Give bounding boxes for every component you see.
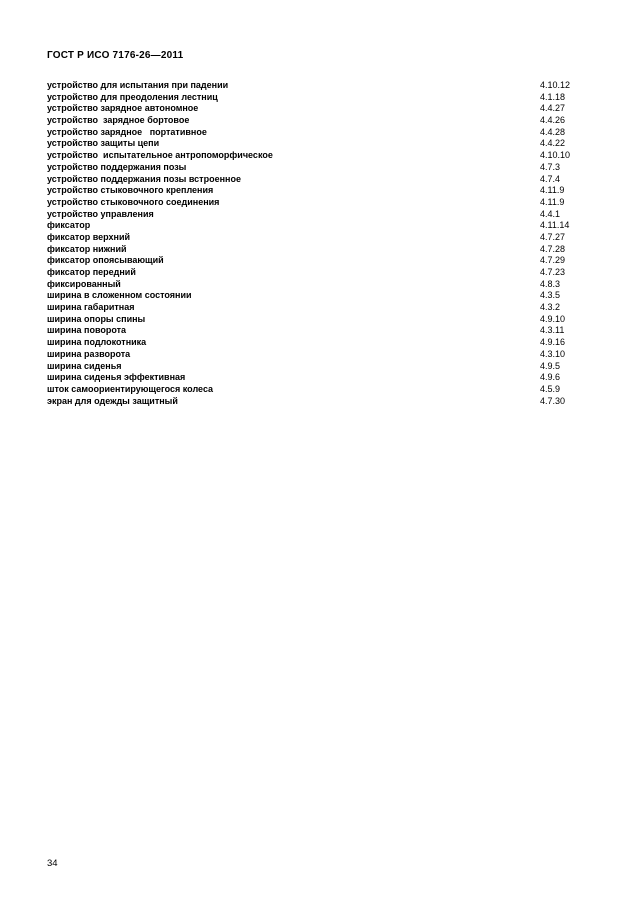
index-reference: 4.8.3 (540, 278, 561, 289)
page-number: 34 (47, 858, 58, 869)
index-reference: 4.4.22 (540, 138, 566, 149)
index-entry (47, 314, 587, 326)
index-entry (47, 162, 587, 174)
index-entry (47, 361, 587, 373)
index-reference: 4.9.16 (540, 337, 566, 348)
index-term: устройство поддержания позы встроенное (47, 173, 241, 184)
index-reference: 4.4.27 (540, 103, 566, 114)
index-entry (47, 302, 587, 314)
index-reference: 4.7.30 (540, 395, 566, 406)
index-term: ширина опоры спины (47, 313, 146, 324)
index-reference: 4.4.28 (540, 126, 566, 137)
index-entry (47, 197, 587, 209)
index-term: устройство для преодоления лестниц (47, 91, 218, 102)
index-reference: 4.7.3 (540, 161, 561, 172)
index-term: фиксатор (47, 220, 91, 231)
index-entry (47, 337, 587, 349)
index-term: экран для одежды защитный (47, 395, 178, 406)
index-term: устройство поддержания позы (47, 161, 187, 172)
index-entry (47, 396, 587, 408)
index-entry (47, 372, 587, 384)
index-term: устройство зарядное автономное (47, 103, 199, 114)
index-entry (47, 80, 587, 92)
index-entry (47, 103, 587, 115)
document-header: ГОСТ Р ИСО 7176-26—2011 (47, 50, 184, 61)
index-reference: 4.4.1 (540, 208, 561, 219)
index-reference: 4.3.10 (540, 348, 566, 359)
index-term: ширина сиденья (47, 360, 122, 371)
index-term: фиксатор опоясывающий (47, 255, 164, 266)
index-term: ширина в сложенном состоянии (47, 290, 192, 301)
index-entry (47, 127, 587, 139)
index-reference: 4.9.10 (540, 313, 566, 324)
index-term: ширина подлокотника (47, 337, 147, 348)
index-term: фиксатор нижний (47, 243, 127, 254)
index-term: устройство стыковочного соединения (47, 196, 220, 207)
index-reference: 4.10.10 (540, 150, 571, 161)
index-reference: 4.9.5 (540, 360, 561, 371)
index-reference: 4.3.2 (540, 302, 561, 313)
index-term: ширина сиденья эффективная (47, 372, 186, 383)
index-entry (47, 150, 587, 162)
index-entry (47, 92, 587, 104)
index-reference: 4.7.23 (540, 267, 566, 277)
index-entry (47, 220, 587, 232)
index-entry (47, 232, 587, 244)
index-term: устройство испытательное антропоморфическое (47, 150, 273, 161)
index-term: устройство для испытания при падении (47, 80, 229, 90)
index-term: фиксатор передний (47, 267, 136, 277)
index-reference: 4.1.18 (540, 91, 566, 102)
index-entry (47, 255, 587, 267)
index-reference: 4.7.27 (540, 231, 566, 242)
index-entry (47, 279, 587, 291)
index-entry (47, 384, 587, 396)
index-term: фиксатор верхний (47, 231, 131, 242)
index-term: устройство зарядное бортовое (47, 115, 190, 126)
index-term: устройство зарядное портативное (47, 126, 207, 137)
index-term: шток самоориентирующегося колеса (47, 383, 214, 394)
index-term: устройство защиты цепи (47, 138, 160, 149)
index-entry (47, 244, 587, 256)
index-reference: 4.7.4 (540, 173, 561, 184)
index-entry (47, 185, 587, 197)
index-term: устройство управления (47, 208, 154, 219)
index-reference: 4.11.9 (540, 196, 565, 207)
index-term: ширина поворота (47, 325, 127, 336)
index-reference: 4.3.5 (540, 290, 561, 301)
index-term: ширина габаритная (47, 302, 135, 313)
index-entry (47, 290, 587, 302)
index-entry (47, 267, 587, 279)
alphabetical-index (47, 80, 587, 407)
index-entry (47, 115, 587, 127)
index-entry (47, 209, 587, 221)
index-reference: 4.11.9 (540, 185, 565, 196)
index-reference: 4.10.12 (540, 80, 571, 90)
index-reference: 4.9.6 (540, 372, 561, 383)
index-reference: 4.11.14 (540, 220, 570, 231)
index-entry (47, 325, 587, 337)
index-reference: 4.4.26 (540, 115, 566, 126)
index-term: ширина разворота (47, 348, 131, 359)
index-entry (47, 138, 587, 150)
index-reference: 4.5.9 (540, 383, 561, 394)
index-term: устройство стыковочного крепления (47, 185, 214, 196)
index-reference: 4.7.28 (540, 243, 566, 254)
index-reference: 4.7.29 (540, 255, 566, 266)
index-reference: 4.3.11 (540, 325, 565, 336)
index-term: фиксированный (47, 278, 121, 289)
index-entry (47, 174, 587, 186)
index-entry (47, 349, 587, 361)
